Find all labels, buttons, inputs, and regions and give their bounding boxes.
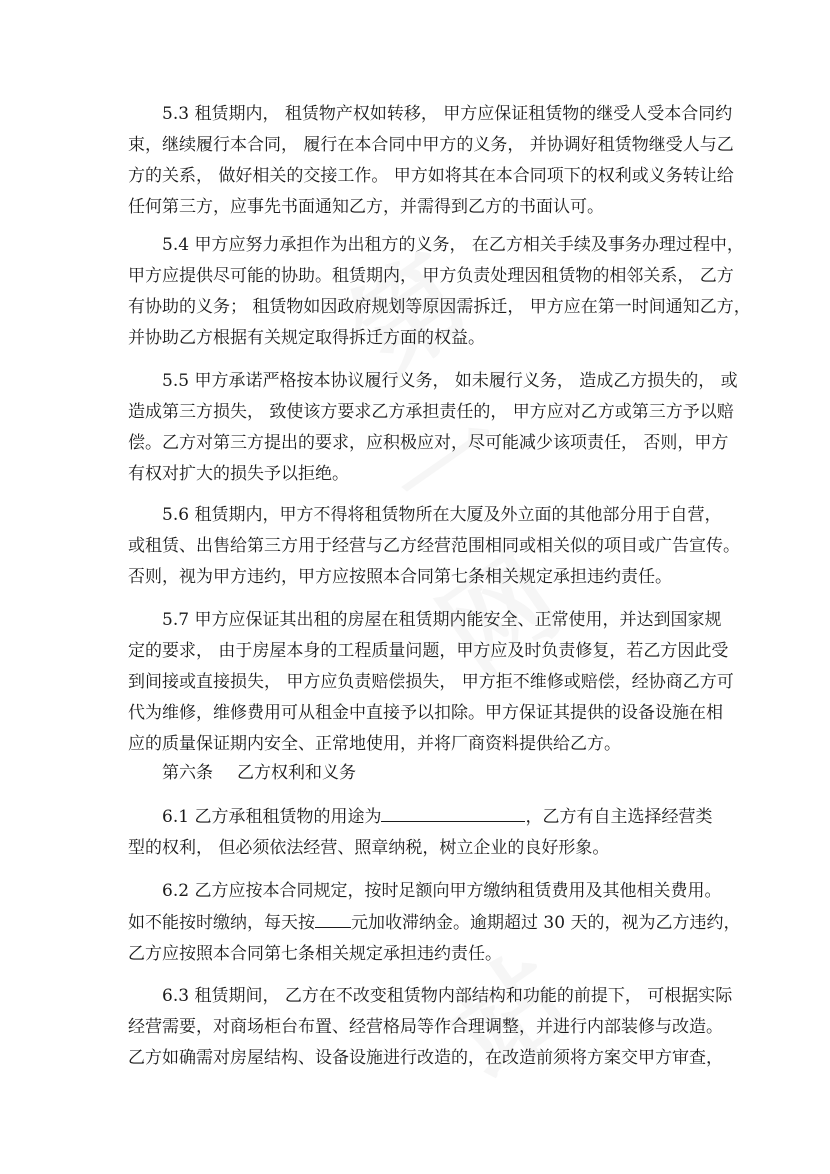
clause-5-7	[128, 605, 734, 760]
clause-line: 6.3 租赁期间， 乙方在不改变租赁物内部结构和功能的前提下， 可根据实际	[162, 986, 733, 1006]
clause-line: 型的权利， 但必须依法经营、照章纳税，树立企业的良好形象。	[128, 838, 610, 858]
clause-line: 到间接或直接损失， 甲方应负责赔偿损失， 甲方拒不维修或赔偿，经协商乙方可	[128, 672, 734, 692]
clause-line: 甲方应提供尽可能的协助。租赁期内， 甲方负责处理因租赁物的相邻关系， 乙方	[128, 266, 734, 286]
usage-blank-field[interactable]	[381, 801, 525, 822]
clause-text: 元加收滞纳金。逾期超过 30 天的，视为乙方违约，	[351, 913, 741, 933]
clause-line	[128, 907, 741, 939]
clause-line: 并协助乙方根据有关规定取得拆迁方面的权益。	[128, 328, 485, 348]
article-number: 第六条	[162, 763, 213, 783]
clause-line: 造成第三方损失， 致使该方要求乙方承担责任的， 甲方应对乙方或第三方予以赔	[128, 402, 734, 422]
clause-line: 5.3 租赁期内， 租赁物产权如转移， 甲方应保证租赁物的继受人受本合同约	[162, 104, 733, 124]
clause-5-3	[128, 99, 734, 223]
clause-line: 乙方如确需对房屋结构、设备设施进行改造的，在改造前须将方案交甲方审查，	[128, 1048, 723, 1068]
clause-5-6	[128, 500, 740, 593]
article-title: 乙方权利和义务	[237, 763, 356, 783]
clause-line: 否则，视为甲方违约，甲方应按照本合同第七条相关规定承担违约责任。	[128, 567, 672, 587]
clause-line: 经营需要，对商场柜台布置、经营格局等作合理调整，并进行内部装修与改造。	[128, 1017, 723, 1037]
clause-line: 方的关系， 做好相关的交接工作。 甲方如将其在本合同项下的权利或义务转让给	[128, 166, 734, 186]
clause-text: 6.1 乙方承租租赁物的用途为	[162, 807, 382, 827]
clause-line: 5.7 甲方应保证其出租的房屋在租赁期内能安全、正常使用，并达到国家规	[162, 610, 722, 630]
clause-5-4	[128, 230, 751, 354]
clause-line: 有权对扩大的损失予以拒绝。	[128, 464, 349, 484]
clause-6-2	[128, 876, 741, 970]
clause-line: 代为维修，维修费用可从租金中直接予以扣除。甲方保证其提供的设备设施在相	[128, 703, 723, 723]
clause-line: 乙方应按照本合同第七条相关规定承担违约责任。	[128, 944, 502, 964]
clause-text: 如不能按时缴纳，每天按	[128, 913, 315, 933]
clause-line: 束，继续履行本合同， 履行在本合同中甲方的义务， 并协调好租赁物继受人与乙	[128, 135, 734, 155]
clause-line: 有协助的义务； 租赁物如因政府规划等原因需拆迁， 甲方应在第一时间通知乙方，	[128, 297, 751, 317]
clause-line: 5.4 甲方应努力承担作为出租方的义务， 在乙方相关手续及事务办理过程中，	[162, 235, 744, 255]
clause-line: 或租赁、出售给第三方用于经营与乙方经营范围相同或相关似的项目或广告宣传。	[128, 536, 740, 556]
clause-6-3	[128, 981, 733, 1074]
clause-line: 5.5 甲方承诺严格按本协议履行义务， 如未履行义务， 造成乙方损失的， 或	[162, 371, 738, 391]
clause-line: 应的质量保证期内安全、正常地使用，并将厂商资料提供给乙方。	[128, 734, 621, 754]
clause-6-1	[128, 801, 713, 864]
clause-5-5	[128, 366, 738, 490]
clause-line: 6.2 乙方应按本合同规定，按时足额向甲方缴纳租赁费用及其他相关费用。	[162, 881, 722, 901]
clause-line: 任何第三方，应事先书面通知乙方，并需得到乙方的书面认可。	[128, 197, 604, 217]
clause-text: ，乙方有自主选择经营类	[525, 807, 713, 827]
clause-line: 定的要求， 由于房屋本身的工程质量问题，甲方应及时负责修复，若乙方因此受	[128, 641, 729, 661]
article-6-heading	[162, 758, 356, 789]
clause-line	[128, 801, 713, 833]
late-fee-blank-field[interactable]	[315, 907, 351, 928]
clause-line: 偿。乙方对第三方提出的要求，应积极应对，尽可能减少该项责任， 否则，甲方	[128, 433, 729, 453]
clause-line: 5.6 租赁期内，甲方不得将租赁物所在大厦及外立面的其他部分用于自营，	[162, 505, 722, 525]
